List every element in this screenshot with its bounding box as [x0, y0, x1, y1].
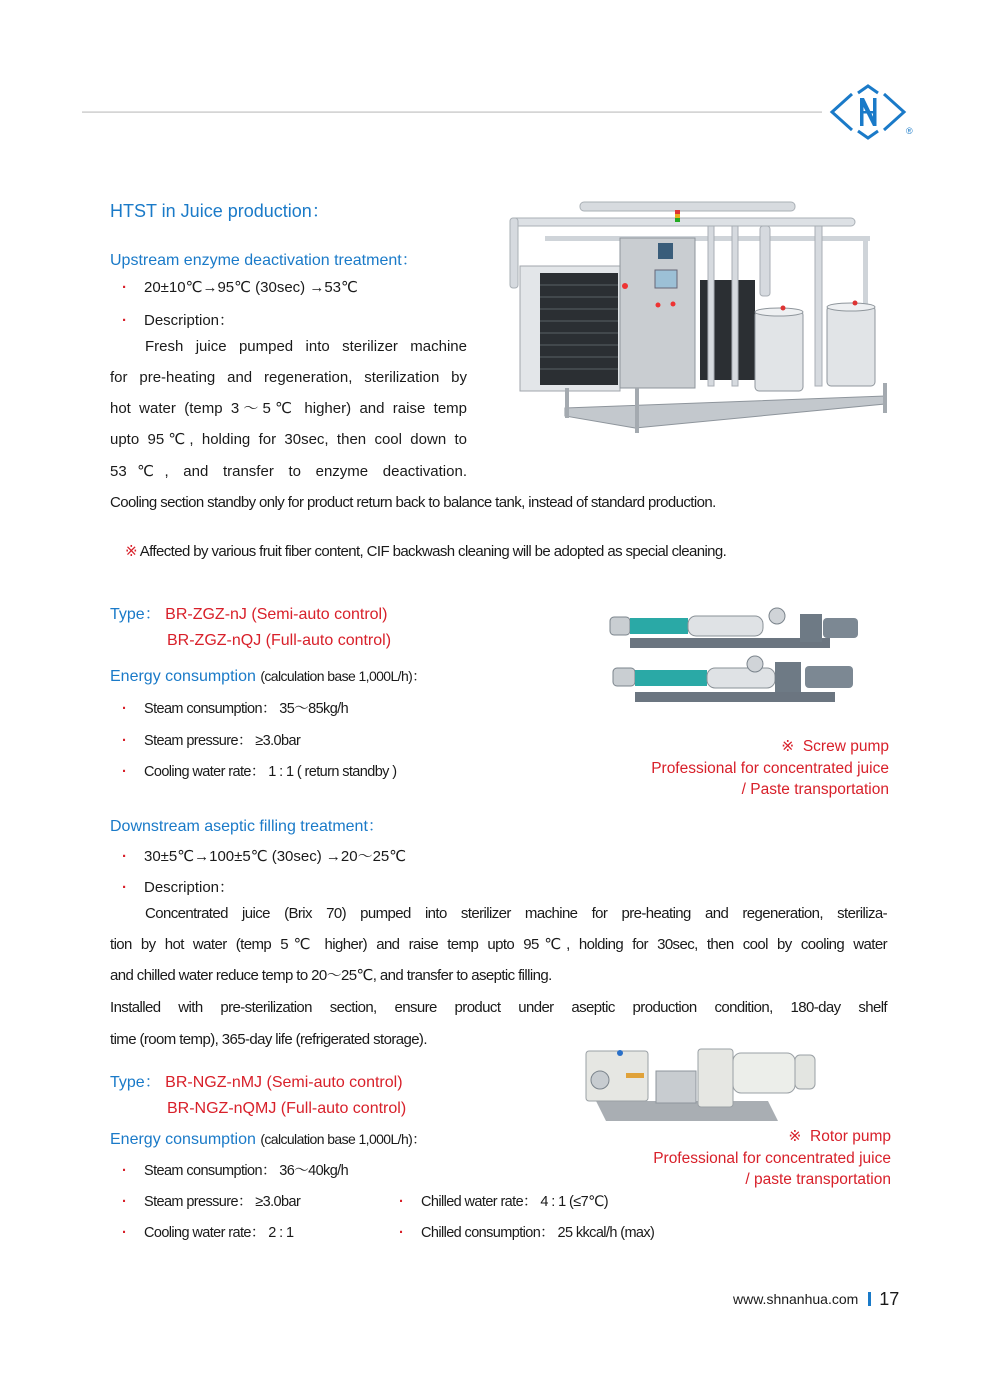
spec-label: Chilled water rate： [421, 1194, 537, 1210]
upstream-note [125, 542, 726, 560]
spec-label: Steam pressure： [144, 1194, 252, 1210]
spec-value: ≥3.0bar [255, 1194, 301, 1210]
screw-pump-caption [589, 736, 889, 801]
spec-row [122, 1221, 293, 1242]
rotor-pump-caption [591, 1126, 891, 1191]
downstream-heading: Downstream aseptic filling treatment： [110, 818, 384, 835]
downstream-energy-heading [110, 1129, 426, 1149]
upstream-desc-line-2: for pre-heating and regeneration, sterilization by [110, 369, 467, 386]
upstream-energy-heading [110, 666, 426, 686]
spec-value: 36～40kg/h [279, 1163, 349, 1179]
upstream-desc-line-6: Cooling section standby only for product return back to balance tank, instead of standard production. [110, 494, 716, 511]
header-divider [82, 111, 822, 113]
upstream-desc-line-4: upto 95℃, holding for 30sec, then cool down to [110, 431, 467, 448]
upstream-desc-line-3: hot water (temp 3～5℃ higher) and raise temp [110, 400, 467, 417]
model-full-auto: BR-NGZ-nQMJ (Full-auto control) [167, 1100, 407, 1117]
downstream-desc-line-4: Installed with pre-sterilization section, ensure product under aseptic production condition, 180-day shelf [110, 999, 887, 1016]
reference-mark-icon: ※ [781, 738, 795, 755]
spec-row [122, 760, 396, 781]
upstream-desc-line-1: Fresh juice pumped into sterilizer machine [145, 338, 467, 355]
spec-label: Steam consumption： [144, 1163, 276, 1179]
spec-row [122, 697, 348, 718]
downstream-type-row [110, 1069, 403, 1092]
bullet-icon: · [122, 764, 127, 780]
rotor-pump-photo [578, 1045, 828, 1125]
type-label: Type： [110, 606, 161, 623]
page-title: HTST in Juice production： [110, 201, 330, 221]
upstream-desc-line-5: 53℃, and transfer to enzyme deactivation. [110, 463, 467, 480]
spec-row [399, 1221, 654, 1242]
caption-line: Professional for concentrated juice [651, 759, 889, 777]
pump-name: Rotor pump [810, 1128, 891, 1145]
footer-divider [868, 1292, 871, 1306]
bullet-icon: · [122, 879, 127, 896]
bullet-icon: · [122, 1163, 127, 1179]
caption-title [589, 736, 889, 758]
spec-value: 2 : 1 [268, 1225, 294, 1241]
spec-label: Steam pressure： [144, 733, 252, 749]
spec-row [122, 1159, 348, 1180]
energy-basis: (calculation base 1,000L/h)： [260, 1131, 426, 1147]
registered-mark: ® [906, 126, 913, 136]
spec-value: 25 kkcal/h (max) [557, 1225, 655, 1241]
company-logo [828, 84, 918, 140]
model-full-auto: BR-ZGZ-nQJ (Full-auto control) [167, 632, 392, 649]
spec-row [122, 729, 300, 750]
pump-name: Screw pump [802, 738, 889, 755]
reference-mark-icon: ※ [788, 1128, 802, 1145]
caption-line: / Paste transportation [741, 781, 889, 798]
bullet-icon: · [122, 1194, 127, 1210]
upstream-heading: Upstream enzyme deactivation treatment： [110, 252, 418, 269]
model-semi-auto: BR-NGZ-nMJ (Semi-auto control) [165, 1074, 403, 1091]
page-footer [733, 1289, 899, 1310]
downstream-desc-line-1: Concentrated juice (Brix 70) pumped into sterilizer machine for pre-heating and regeneration, steriliza- [145, 905, 887, 922]
upstream-description-label [122, 309, 234, 330]
downstream-description-label [122, 876, 234, 897]
downstream-temp-profile [122, 845, 406, 866]
downstream-desc-line-3: and chilled water reduce temp to 20～25℃, and transfer to aseptic filling. [110, 967, 552, 984]
website-link[interactable]: www.shnanhua.com [733, 1291, 859, 1307]
downstream-desc-line-2: tion by hot water (temp 5℃ higher) and raise temp upto 95℃, holding for 30sec, then cool by cooling water [110, 936, 887, 953]
spec-label: Steam consumption： [144, 701, 276, 717]
energy-label: Energy consumption [110, 668, 256, 685]
bullet-icon: · [122, 701, 127, 717]
spec-label: Cooling water rate： [144, 1225, 265, 1241]
spec-label: Chilled consumption： [421, 1225, 555, 1241]
screw-pump-photo [605, 600, 860, 705]
temp-profile-text: 30±5℃→100±5℃ (30sec) →20～25℃ [144, 848, 407, 865]
bullet-icon: · [122, 848, 127, 865]
bullet-icon: · [399, 1194, 404, 1210]
nanhua-logo-icon [828, 84, 918, 140]
spec-value: 4 : 1 (≤7℃) [540, 1194, 608, 1210]
bullet-icon: · [122, 312, 127, 329]
spec-value: ≥3.0bar [255, 733, 301, 749]
downstream-desc-line-5: time (room temp), 365-day life (refrigerated storage). [110, 1031, 427, 1048]
type-label: Type： [110, 1074, 161, 1091]
spec-row [399, 1190, 608, 1211]
model-semi-auto: BR-ZGZ-nJ (Semi-auto control) [165, 606, 388, 623]
spec-row [122, 1190, 300, 1211]
bullet-icon: · [122, 1225, 127, 1241]
temp-profile-text: 20±10℃→95℃ (30sec) →53℃ [144, 279, 358, 296]
spec-value: 35～85kg/h [279, 701, 349, 717]
bullet-icon: · [122, 733, 127, 749]
caption-line: Professional for concentrated juice [653, 1149, 891, 1167]
description-label: Description： [144, 879, 235, 896]
spec-value: 1 : 1 ( return standby ) [268, 764, 397, 780]
upstream-type-row [110, 601, 387, 624]
page-number: 17 [879, 1289, 900, 1309]
energy-label: Energy consumption [110, 1131, 256, 1148]
caption-title [591, 1126, 891, 1148]
note-text: Affected by various fruit fiber content, CIF backwash cleaning will be adopted as special cleaning. [139, 543, 727, 560]
plate-sterilizer-photo [505, 188, 890, 446]
bullet-icon: · [122, 279, 127, 296]
spec-label: Cooling water rate： [144, 764, 265, 780]
reference-mark-icon: ※ [125, 543, 137, 560]
upstream-temp-profile [122, 278, 358, 296]
description-label: Description： [144, 312, 235, 329]
caption-line: / paste transportation [745, 1171, 891, 1188]
bullet-icon: · [399, 1225, 404, 1241]
energy-basis: (calculation base 1,000L/h)： [260, 668, 426, 684]
